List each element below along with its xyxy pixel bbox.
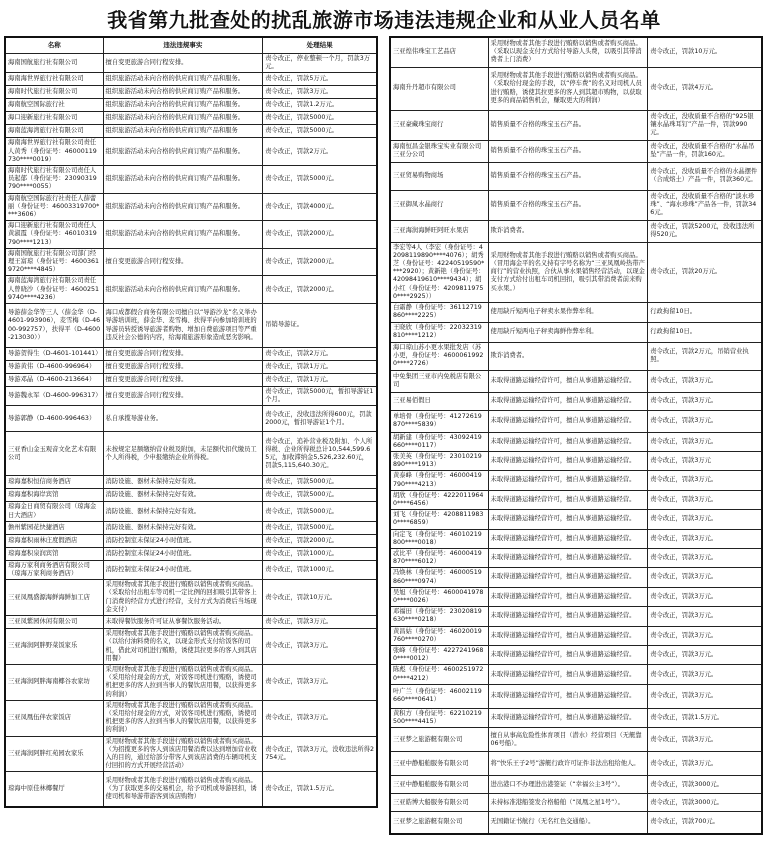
table-row <box>390 548 762 567</box>
cell-facts: 使用缺斤短两电子秤卖水果作弊牟利。 <box>488 302 648 322</box>
cell-name: 三亚凤凰盛源海鲜海鲜加工店 <box>5 580 103 616</box>
cell-result: 责令改正，罚款3万元。 <box>648 548 762 567</box>
cell-name: 海南蓝海湾旅行社有限公司 <box>5 125 103 138</box>
table-row <box>390 752 762 776</box>
cell-facts: 未取得道路运输经营许可，擅自从事道路运输经营。 <box>488 626 648 645</box>
header-name: 名称 <box>5 37 103 54</box>
cell-facts: 擅自变更旅游合同行程安排。 <box>103 374 263 387</box>
cell-result: 责令改正，罚款1万元。 <box>263 361 377 374</box>
cell-result: 责令改正，罚款10万元。 <box>648 37 762 67</box>
cell-result: 责令改正，没收质量不合格的“水晶吊坠”产品一件，罚款160元。 <box>648 140 762 162</box>
table-row <box>390 626 762 645</box>
cell-facts: 销售质量不合格的珠宝玉石产品。 <box>488 190 648 220</box>
table-row <box>390 410 762 432</box>
table-row <box>390 190 762 220</box>
cell-result: 责令改正，罚款1.5万元。 <box>648 708 762 727</box>
cell-name: 海南升丹超市有限公司 <box>390 67 488 110</box>
table-row <box>5 700 377 736</box>
cell-result: 责令改正，罚款3万元。 <box>263 700 377 736</box>
cell-facts: 采用财物或者其他手段进行贿赂以销售或者购买商品。（采用给付现金的方式，对饭客司机进行贿赂，诱使司机把更多的客人拉到当事人的餐饮店用餐，以获得更多的利润） <box>103 700 263 736</box>
cell-name: 三亚梦之旅游艇有限公司 <box>390 812 488 834</box>
cell-name: 胡欣（身份证号：42220119640****6456） <box>390 490 488 509</box>
table-row <box>5 534 377 547</box>
table-row <box>390 684 762 708</box>
page-title: 我省第九批查处的扰乱旅游市场违法违规企业和从业人员名单 <box>107 8 661 32</box>
cell-facts: 未持标准港船签发合格船舶（“凤凰之星1号”）。 <box>488 794 648 812</box>
cell-facts: 未取得道路运输经营许可，擅自从事道路运输经营。 <box>488 432 648 451</box>
cell-name: 琼海中原佳林椰餐厅 <box>5 772 103 807</box>
cell-result: 责令改正，罚款3万元。 <box>648 587 762 606</box>
table-row <box>390 568 762 587</box>
table-row <box>390 794 762 812</box>
cell-result: 责令改正，罚款3万元。 <box>263 664 377 700</box>
table-row <box>390 665 762 684</box>
cell-result: 责令改正，罚款3000元。 <box>648 794 762 812</box>
cell-result: 责令改正，罚款4000元。 <box>263 193 377 221</box>
cell-facts: 组织旅游活动未向合格的供应商订购产品和服务。 <box>103 166 263 194</box>
cell-result: 责令改正，罚款3万元。 <box>648 392 762 410</box>
cell-name: 导游郭静（D-4600-996463） <box>5 406 103 432</box>
cell-name: 导游邓晶（D-4600-213664） <box>5 374 103 387</box>
cell-result: 责令改正，罚款3万元。 <box>263 629 377 665</box>
table-row <box>5 112 377 125</box>
cell-facts: 未取得道路运输经营许可，擅自从事道路运输经营。 <box>488 568 648 587</box>
cell-facts: 未取得道路运输经营许可，擅自从事道路运输经营。 <box>488 370 648 392</box>
cell-result: 责令改正，罚款3万元。 <box>648 607 762 626</box>
cell-result: 责令改正，罚款3万元。 <box>648 510 762 529</box>
cell-facts: 采用财物或者其他手段进行贿赂以销售或者购买商品。（为了获取更多的交易机会，给予司机或导游回扣，诱使司机和导游带游客到该店购物） <box>103 772 263 807</box>
cell-result: 责令改正，罚款5000元。 <box>263 476 377 489</box>
table-row <box>5 361 377 374</box>
table-row <box>390 140 762 162</box>
cell-name: 叶广兰（身份证号：46002119660****0641） <box>390 684 488 708</box>
table-row <box>390 162 762 190</box>
cell-facts: 进出港口不办理进出港签证（“幸福公主3号”）。 <box>488 776 648 794</box>
table-row <box>390 322 762 342</box>
cell-result: 吊销导游证。 <box>263 304 377 348</box>
cell-facts: 未取得道路运输经营许可，擅自从事道路运输经营。 <box>488 490 648 509</box>
cell-result: 责令改正，没收违法所得600元，罚款2000元，暂扣导游证1个月。 <box>263 406 377 432</box>
cell-result: 责令改正，罚款3万元 <box>648 451 762 470</box>
cell-name: 三亚易佰假日 <box>390 392 488 410</box>
cell-name: 三亚中静船舶服务有限公司 <box>390 752 488 776</box>
cell-name: 冯焕林（身份证号：46000519860****0974） <box>390 568 488 587</box>
cell-result: 责令改正，没收质量不合格的“淡水珍珠”、“海水珍珠”产品各一件，罚款346元。 <box>648 190 762 220</box>
cell-result: 责令改正，罚款2万元。 <box>263 348 377 361</box>
cell-name: 琼海嘉积海岸宾馆 <box>5 489 103 502</box>
cell-facts: 欺诈消费者。 <box>488 342 648 370</box>
cell-result: 责令改正，罚款3万元。 <box>648 626 762 645</box>
cell-result: 责令改正，罚款3万元。 <box>648 646 762 665</box>
cell-facts: 未取得道路运输经营许可，擅自从事道路运输经营。 <box>488 548 648 567</box>
table-row <box>390 728 762 752</box>
cell-facts: 未取得道路运输经营许可，擅自从事道路运输经营。 <box>488 684 648 708</box>
header-facts: 违法违规事实 <box>103 37 263 54</box>
cell-facts: 未取得道路运输经营许可，擅自从事道路运输经营。 <box>488 708 648 727</box>
cell-facts: 未取得道路运输经营许可，擅自从事道路运输经营。 <box>488 392 648 410</box>
cell-name: 三亚贸易购物商场 <box>390 162 488 190</box>
cell-name: 三亚煌伟珠宝工艺品店 <box>390 37 488 67</box>
cell-facts: 未取得道路运输经营许可，擅自从事道路运输经营。 <box>488 451 648 470</box>
table-row <box>5 348 377 361</box>
cell-name: 琼海嘉积恒信商务酒店 <box>5 476 103 489</box>
cell-facts: 未取得道路运输经营许可，擅自从事道路运输经营。 <box>488 529 648 548</box>
cell-name: 海口迎新旅行社有限公司 <box>5 112 103 125</box>
table-row <box>5 221 377 249</box>
cell-result: 责令改正，罚款2万元，吊销营业执照。 <box>648 342 762 370</box>
cell-facts: 将“快乐王子2号”游艇行政许可证件非法出租给他人。 <box>488 752 648 776</box>
cell-result: 责令改正，罚款3万元。 <box>648 490 762 509</box>
table-row <box>390 67 762 110</box>
cell-name: 三亚凤紫园休闲有限公司 <box>5 616 103 629</box>
cell-facts: 采用财物或者其他手段进行贿赂以销售或者购买商品。（采取给付出租车等司机一定比例的回扣吸引其带客上门消费的经营方式进行经营，支付方式为消费后当场现金支付） <box>103 580 263 616</box>
cell-facts: 私自承揽导游业务。 <box>103 406 263 432</box>
cell-name: 海南蓝海湾旅行社有限公司责任人曾晓沙（身份证号：46002519740****4236） <box>5 276 103 304</box>
cell-facts: 组织旅游活动未向合格的供应商订购产品和服务。 <box>103 86 263 99</box>
cell-name: 张峰（身份证号：42272419680****0012） <box>390 646 488 665</box>
cell-name: 导游薛金华等三人（薛金华（D-4601-993906），麦雪梅（D-4600-992757），扶得平（D-4600-213030）） <box>5 304 103 348</box>
left-table <box>4 36 378 808</box>
cell-name: 海口迎新旅行社有限公司责任人黄淑霞（身份证号：46010319790****1213） <box>5 221 103 249</box>
table-row <box>5 54 377 73</box>
cell-result: 责令改正，罚款3万元，没收违法所得2754元。 <box>263 736 377 772</box>
table-row <box>390 242 762 302</box>
table-row <box>390 110 762 140</box>
cell-result: 责令改正，罚款3万元。 <box>648 728 762 752</box>
cell-name: 三亚海润阿胖红苑园农家乐 <box>5 736 103 772</box>
cell-name: 张美英（身份证号：23010219890****1913） <box>390 451 488 470</box>
table-row <box>390 510 762 529</box>
cell-result: 责令改正，罚款3000元。 <box>648 776 762 794</box>
cell-name: 三亚御凤水晶商行 <box>390 190 488 220</box>
cell-facts: 组织旅游活动未向合格的供应商订购产品和服务。 <box>103 221 263 249</box>
cell-name: 海南海世界旅行社有限公司 <box>5 73 103 86</box>
cell-result: 责令改正，罚款5000元。 <box>263 166 377 194</box>
cell-facts: 组织旅游活动未向合格的供应商订购产品和服务。 <box>103 112 263 125</box>
cell-result: 责令改正，罚款5000元。 <box>263 502 377 521</box>
cell-facts: 组织旅游活动未向合格的供应商订购产品和服务。 <box>103 138 263 166</box>
cell-result: 责令改正，罚款3万元。 <box>648 752 762 776</box>
cell-name: 海南时代旅行社有限公司责任人员起郁（身份证号：23090319790****0055） <box>5 166 103 194</box>
cell-result: 责令改正，罚款3万元。 <box>263 616 377 629</box>
cell-facts: 销售质量不合格的珠宝玉石产品。 <box>488 140 648 162</box>
cell-facts: 消防设施、器材未保持完好有效。 <box>103 502 263 521</box>
cell-result: 责令改正，罚款5000元。 <box>263 125 377 138</box>
cell-name: 吴旭（身份证号：46000419780****0026） <box>390 587 488 606</box>
cell-name: 李宏等4人（李宏（身份证号：42098119890****4076）；胡秀芝（身份证号：42240519590****2920）；黄新艳（身份证号：42098419610****9434）；胡小红（身份证号：42098119750****2925）） <box>390 242 488 302</box>
cell-result: 责令改正，罚款1万元。 <box>263 374 377 387</box>
cell-name: 邓福田（身份证号：23020819630****0218） <box>390 607 488 626</box>
cell-name: 胡新建（身份证号：43092419660****0117） <box>390 432 488 451</box>
cell-name: 海南时代旅行社有限公司 <box>5 86 103 99</box>
cell-result: 责令改正，罚款2000元。 <box>263 276 377 304</box>
cell-name: 三亚香山金玉观音文化艺术有限公司 <box>5 432 103 476</box>
cell-result: 责令改正，没收质量不合格的水晶摆件（合成熔土）产品一件，罚款360元。 <box>648 162 762 190</box>
table-row <box>5 86 377 99</box>
table-row <box>5 547 377 560</box>
table-row <box>390 776 762 794</box>
cell-result: 责令改正，罚款700元。 <box>648 812 762 834</box>
table-row <box>5 476 377 489</box>
cell-facts: 采用财物或者其他手段进行贿赂以销售或者购买商品。（采取给付现金的手段，以“停车费”的名义对司机人员进行贿赂，诱使其拉更多的客人到其超市购物，以获取更多的商品销售机会，赚取更大的利润） <box>488 67 648 110</box>
cell-facts: 未取得道路运输经营许可，擅自从事道路运输经营。 <box>488 587 648 606</box>
table-row <box>390 490 762 509</box>
cell-result: 责令改正，罚款3万元。 <box>648 568 762 587</box>
cell-result: 责令改正，罚款3万元。 <box>648 410 762 432</box>
cell-name: 三亚海润阿胖海南椰谷农家坊 <box>5 664 103 700</box>
cell-name: 海南航空国际旅行社 <box>5 99 103 112</box>
cell-facts: 采用财物或者其他手段进行贿赂以销售或者购买商品。（为招揽更多的客人到该店用餐消费以达到增加营业收入的目的，通过给部分带客人到该店消费的车辆司机支付回扣的方式开展经营活动） <box>103 736 263 772</box>
cell-result: 行政拘留10日。 <box>648 322 762 342</box>
cell-name: 琼海嘉积雨林庄度假酒店 <box>5 534 103 547</box>
cell-facts: 消防控制室未保证24小时值班。 <box>103 547 263 560</box>
cell-name: 海南国航旅行社有限公司 <box>5 54 103 73</box>
cell-result: 行政拘留10日。 <box>648 302 762 322</box>
cell-facts: 擅自变更旅游合同行程安排。 <box>103 348 263 361</box>
cell-name: 海南国航旅行社有限公司部门经理王富琼（身份证号：46003619720****4845） <box>5 248 103 276</box>
table-row <box>390 302 762 322</box>
cell-facts: 未取得餐饮服务许可证从事餐饮服务活动。 <box>103 616 263 629</box>
table-row <box>5 616 377 629</box>
cell-name: 三亚海润海鲜旺阿旺水果店 <box>390 220 488 242</box>
cell-result: 责令改正，罚款3万元。 <box>648 370 762 392</box>
cell-result: 责令改正，罚款10万元。 <box>263 580 377 616</box>
cell-name: 琼海金日商贸有限公司（琼海金日大酒店） <box>5 502 103 521</box>
cell-name: 黄积方（身份证号：62210219500****4415） <box>390 708 488 727</box>
cell-name: 三亚中静船舶服务有限公司 <box>390 776 488 794</box>
cell-facts: 组织旅游活动未向合格的供应商订购产品和服务。 <box>103 276 263 304</box>
cell-result: 责令改正，罚款3万元。 <box>648 471 762 490</box>
cell-facts: 消防设施、器材未保持完好有效。 <box>103 489 263 502</box>
cell-facts: 采用财物或者其他手段进行贿赂以销售或者购买商品。（采取以现金支付方式给付导游人头费，以吸引其带消费者上门消费） <box>488 37 648 67</box>
cell-facts: 组织旅游活动未向合格的供应商订购产品和服务。 <box>103 73 263 86</box>
table-row <box>5 580 377 616</box>
cell-name: 黄昌姑（身份证号：46020019760****0270） <box>390 626 488 645</box>
cell-result: 责令改正，罚款5000元。 <box>263 112 377 125</box>
cell-name: 琼海嘉积泉润宾馆 <box>5 547 103 560</box>
table-row <box>5 387 377 406</box>
cell-facts: 采用财物或者其他手段进行贿赂以销售或者购买商品。（以给付油料费的名义，以现金形式支付给饭客的司机，借此对司机进行贿赂，诱使其拉更多的客人到其店用餐） <box>103 629 263 665</box>
cell-facts: 擅自变更旅游合同行程安排。 <box>103 361 263 374</box>
cell-result: 责令改正，停业整顿一个月，罚款3万元。 <box>263 54 377 73</box>
table-row <box>390 812 762 834</box>
header-result: 处理结果 <box>263 37 377 54</box>
cell-name: 琼海万家利商务酒店有限公司（琼海万家利商务酒店） <box>5 560 103 579</box>
table-row <box>5 138 377 166</box>
table-row <box>5 73 377 86</box>
cell-facts: 消防设施、器材未保持完好有效。 <box>103 521 263 534</box>
cell-name: 白霜静（身份证号：36112719860****2225） <box>390 302 488 322</box>
cell-result: 责令改正，罚款2万元。 <box>263 138 377 166</box>
cell-facts: 擅自变更旅游合同行程安排。 <box>103 387 263 406</box>
right-table <box>389 36 763 835</box>
cell-result: 责令改正，罚款2000元。 <box>263 221 377 249</box>
cell-name: 儋州紫园花快捷酒店 <box>5 521 103 534</box>
cell-result: 责令改正，罚款5000元。 <box>263 489 377 502</box>
cell-result: 责令改正，罚款3万元。 <box>648 665 762 684</box>
cell-name: 海南航空国际旅行社责任人薛蕾丽（身份证号：46003319700****3606） <box>5 193 103 221</box>
cell-facts: 未取得道路运输经营许可，擅自从事道路运输经营。 <box>488 665 648 684</box>
table-row <box>390 529 762 548</box>
cell-result: 责令改正，罚款1000元。 <box>263 547 377 560</box>
table-row <box>5 248 377 276</box>
table-row <box>5 99 377 112</box>
cell-result: 责令改正，罚款3万元。 <box>263 86 377 99</box>
cell-result: 责令改正，罚款5万元。 <box>263 73 377 86</box>
cell-name: 三亚海润阿胖野菜饭家乐 <box>5 629 103 665</box>
table-row <box>390 708 762 727</box>
cell-result: 责令改正，罚款5000元，暂扣导游证1个月。 <box>263 387 377 406</box>
table-row <box>5 489 377 502</box>
table-row <box>5 304 377 348</box>
cell-facts: 擅自变更旅游合同行程安排。 <box>103 54 263 73</box>
cell-facts: 海口成都假合商务有限公司擅自以“导游沙龙”名义举办导游培训班，薛金华、麦雪梅、扶得平向参加培训班的导游员转授诱导旅游者购物、增加自费旅游项目等严重违反社会公德的内容，给海南旅游形象造成恶劣影响。 <box>103 304 263 348</box>
cell-name: 向定飞（身份证号：46010219800****0018） <box>390 529 488 548</box>
cell-name: 三亚豪藏珠宝商行 <box>390 110 488 140</box>
cell-facts: 组织旅游活动未向合格的供应商订购产品和服务。 <box>103 193 263 221</box>
table-row <box>390 646 762 665</box>
cell-name: 导游黄伟（D-4600-996964） <box>5 361 103 374</box>
cell-name: 中免集团三亚市内免税店有限公司 <box>390 370 488 392</box>
table-row <box>390 471 762 490</box>
cell-facts: 销售质量不合格的珠宝玉石产品。 <box>488 162 648 190</box>
cell-name: 王晓欣（身份证号：22032319810****1212） <box>390 322 488 342</box>
table-row <box>390 342 762 370</box>
cell-facts: 未取得道路运输经营许可，擅自从事道路运输经营。 <box>488 471 648 490</box>
cell-name: 陈彪（身份证号：46002519720****4212） <box>390 665 488 684</box>
cell-facts: 组织旅游活动未向合格的供应商订购产品和服务 <box>103 125 263 138</box>
table-row <box>390 370 762 392</box>
table-row <box>5 736 377 772</box>
table-row <box>5 374 377 387</box>
cell-result: 责令改正，罚款20万元。 <box>648 242 762 302</box>
table-row <box>5 276 377 304</box>
cell-facts: 销售质量不合格的珠宝玉石产品。 <box>488 110 648 140</box>
table-row <box>390 220 762 242</box>
cell-result: 责令改正，罚款3万元。 <box>648 684 762 708</box>
cell-result: 责令改正，追补营业税及附加、个人所得税、企业所得税总计10,544,599.65元，加收滞纳金5,526,232.60元，罚款5,115,640.30元。 <box>263 432 377 476</box>
cell-result: 责令改正，罚款3万元。 <box>648 529 762 548</box>
table-row <box>5 193 377 221</box>
cell-name: 忒比平（身份证号：46000419870****6012） <box>390 548 488 567</box>
cell-name: 黄泰峰（身份证号：46000419790****4213） <box>390 471 488 490</box>
table-row <box>390 587 762 606</box>
cell-name: 三亚皓博大船服务有限公司 <box>390 794 488 812</box>
table-row <box>5 629 377 665</box>
cell-facts: 采用财物或者其他手段进行贿赂以销售或者购买商品。（冒用海金平的名义持有字号名称为“三亚凤凰岭热带产商行”的营业执照，合伙从事水果销售经营活动，以现金支付方式给付出租车司机回扣，吸引其带消费者前来购买水果。） <box>488 242 648 302</box>
cell-facts: 消防设施、器材未保持完好有效。 <box>103 476 263 489</box>
cell-result: 责令改正，罚款3万元。 <box>648 432 762 451</box>
cell-facts: 采用财物或者其他手段进行贿赂以销售或者购买商品。（采用给付现金的方式，对饭客司机进行贿赂，诱使司机把更多的客人拉到当事人的餐饮店用餐，以获得更多的利润） <box>103 664 263 700</box>
table-row <box>5 521 377 534</box>
cell-name: 海南海世界旅行社有限公司责任人黄秀（身份证号：46000119730****0019） <box>5 138 103 166</box>
cell-facts: 消防控制室未保证24小时值班。 <box>103 534 263 547</box>
cell-name: 单培骨（身份证号：41272619870****5839） <box>390 410 488 432</box>
cell-facts: 未按规定足额缴纳营业税及附加，未足额代扣代缴员工个人所得税，少申报缴纳企业所得税。 <box>103 432 263 476</box>
cell-facts: 擅自从事高危险性体育项目（潜水）经营项目（无艇靠06号船）。 <box>488 728 648 752</box>
cell-facts: 未取得道路运输经营许可，擅自从事道路运输经营。 <box>488 510 648 529</box>
table-row <box>5 432 377 476</box>
cell-name: 导游魏永军（D-4600-996317） <box>5 387 103 406</box>
cell-result: 责令改正，罚款2000元。 <box>263 534 377 547</box>
cell-name: 导游贺得生（D-4601-101441） <box>5 348 103 361</box>
table-row <box>5 125 377 138</box>
cell-facts: 欺诈消费者。 <box>488 220 648 242</box>
cell-name: 三亚凤凰伍伴农家饭店 <box>5 700 103 736</box>
cell-result: 责令改正，罚款2000元。 <box>263 248 377 276</box>
table-row <box>5 502 377 521</box>
table-header-row <box>5 37 377 54</box>
table-row <box>390 432 762 451</box>
table-row <box>390 451 762 470</box>
table-row <box>5 166 377 194</box>
table-row <box>390 607 762 626</box>
cell-name: 刘飞（身份证号：42088119830****6859） <box>390 510 488 529</box>
cell-facts: 未取得道路运输经营许可，擅自从事道路运输经营。 <box>488 410 648 432</box>
table-row <box>5 406 377 432</box>
cell-facts: 使用缺斤短两电子秤卖海鲜作弊牟利。 <box>488 322 648 342</box>
cell-facts: 组织旅游活动未向合格的供应商订购产品和服务。 <box>103 99 263 112</box>
table-row <box>5 560 377 579</box>
cell-facts: 消防控制室未保证24小时值班。 <box>103 560 263 579</box>
cell-result: 责令改正，罚款1.2万元。 <box>263 99 377 112</box>
cell-name: 海口琼山苏小更水果批发店（苏小更，身份证号：46000619920****2726） <box>390 342 488 370</box>
cell-result: 责令改正，罚款1000元。 <box>263 560 377 579</box>
table-row <box>390 392 762 410</box>
cell-facts: 无国籍证书航行（无名红色交通船）。 <box>488 812 648 834</box>
cell-facts: 未取得道路运输经营许可，擅自从事道路运输经营。 <box>488 607 648 626</box>
cell-result: 责令改正，罚款5000元。 <box>263 521 377 534</box>
cell-facts: 擅自变更旅游合同行程安排。 <box>103 248 263 276</box>
cell-result: 责令改正，没收质量不合格的“925银镶水晶珠耳钉”产品一件，罚款990元。 <box>648 110 762 140</box>
table-row <box>5 664 377 700</box>
table-row <box>390 37 762 67</box>
cell-result: 责令改正，罚款5200元，没收违法所得520元。 <box>648 220 762 242</box>
cell-result: 责令改正，罚款4万元。 <box>648 67 762 110</box>
table-row <box>5 772 377 807</box>
cell-name: 三亚梦之旅游艇有限公司 <box>390 728 488 752</box>
cell-name: 海南恒昌金银珠宝实业有限公司三亚分公司 <box>390 140 488 162</box>
cell-result: 责令改正，罚款1.5万元。 <box>263 772 377 807</box>
cell-facts: 未取得道路运输经营许可，擅自从事道路运输经营。 <box>488 646 648 665</box>
